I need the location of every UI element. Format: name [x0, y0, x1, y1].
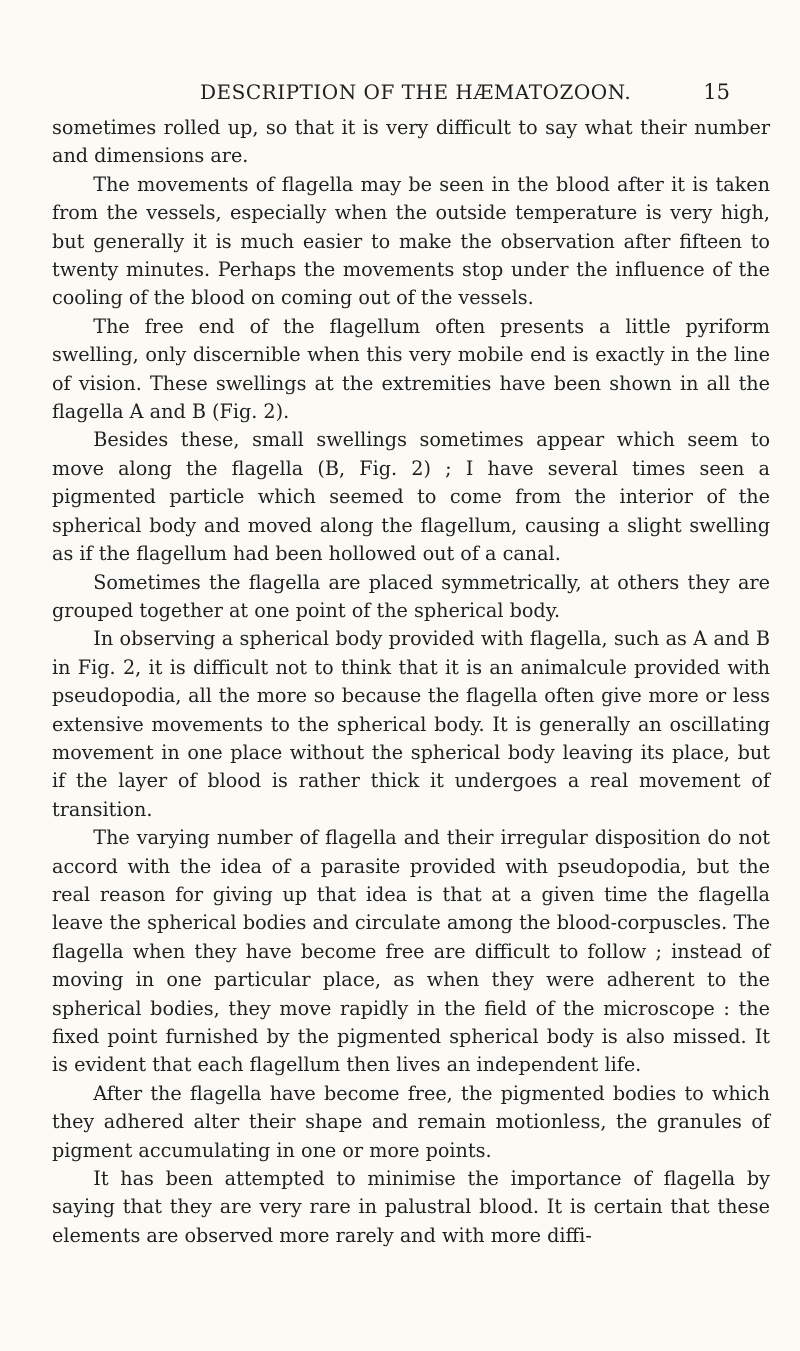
paragraph-pyriform-swelling: The free end of the flagellum often presents a little pyriform swelling, only discernible when this very mobile end is exactly in the line of vision. These swellings at the extremities have been shown in all the flagella A and B (Fig. 2). [52, 314, 770, 424]
paragraph-continuation: sometimes rolled up, so that it is very difficult to say what their number and dimensions are. [52, 116, 770, 168]
body-text [52, 114, 770, 1250]
paragraph-pigmented-bodies: After the flagella have become free, the pigmented bodies to which they adhered alter their shape and remain motionless, the granules of pigment accumulating in one or more points. [52, 1081, 770, 1162]
paragraph-small-swellings: Besides these, small swellings sometimes appear which seem to move along the flagella (B, Fig. 2) ; I have several times seen a pigmented particle which seemed to come from the interior of the spherical body and moved along the flagellum, causing a slight swelling as if the flagellum had been hollowed out of a canal. [52, 428, 770, 566]
paragraph-palustral-blood: It has been attempted to minimise the importance of flagella by saying that they are very rare in palustral blood. It is certain that these elements are observed more rarely and with more diffi- [52, 1167, 770, 1247]
running-header [200, 80, 730, 112]
running-title: DESCRIPTION OF THE HÆMATOZOON. [200, 80, 632, 104]
paragraph-flagella-movements: The movements of flagella may be seen in the blood after it is taken from the vessels, especially when the outside temperature is very high, but generally it is much easier to make the observation after fifteen to twenty minutes. Perhaps the movements stop under the influence of the cooling of the blood on coming out of the vessels. [52, 172, 770, 310]
paragraph-pseudopodia: In observing a spherical body provided with flagella, such as A and B in Fig. 2, it is difficult not to think that it is an animalcule provided with pseudopodia, all the more so because the flagella often give more or less extensive movements to the spherical body. It is generally an oscillating movement in one place without the spherical body leaving its place, but if the layer of blood is rather thick it undergoes a real movement of transition. [52, 627, 770, 821]
paragraph-free-flagella: The varying number of flagella and their irregular disposition do not accord with the idea of a parasite provided with pseudopodia, but the real reason for giving up that idea is that at a given time the flagella leave the spherical bodies and circulate among the blood-corpuscles. The flagella when they have become free are difficult to follow ; instead of moving in one particular place, as when they were adherent to the spherical bodies, they move rapidly in the field of the microscope : the fixed point furnished by the pigmented spherical body is also missed. It is evident that each flagellum then lives an independent life. [52, 826, 770, 1077]
page-number: 15 [703, 80, 730, 104]
paragraph-symmetric-placement: Sometimes the flagella are placed symmetrically, at others they are grouped together at one point of the spherical body. [52, 570, 770, 622]
